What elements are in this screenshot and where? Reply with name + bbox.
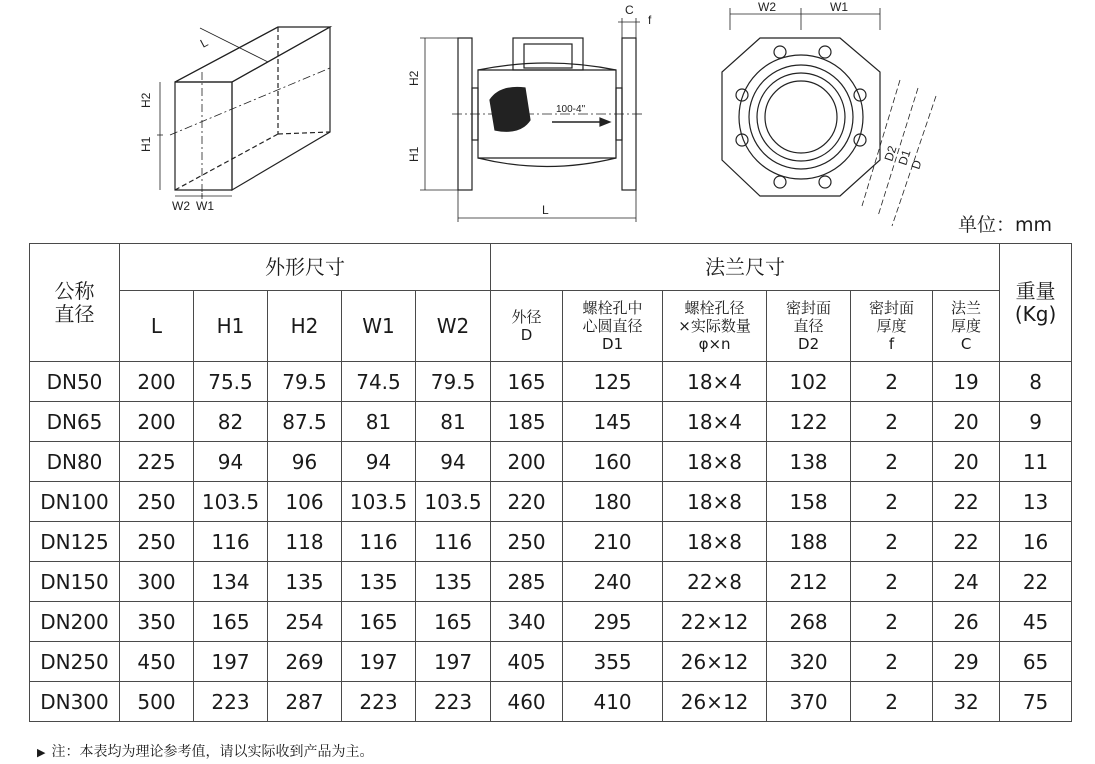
- table-cell: 9: [1000, 402, 1072, 442]
- table-cell: 165: [342, 602, 416, 642]
- table-cell: 19: [933, 362, 1000, 402]
- table-cell: 145: [563, 402, 663, 442]
- box-w1-label: W1: [196, 199, 214, 213]
- table-row: [30, 602, 1072, 642]
- box-w2-label: W2: [172, 199, 190, 213]
- table-cell: 287: [268, 682, 342, 722]
- table-cell: 29: [933, 642, 1000, 682]
- table-row: [30, 562, 1072, 602]
- table-cell: 45: [1000, 602, 1072, 642]
- table-cell: 135: [416, 562, 491, 602]
- table-cell: 250: [120, 522, 194, 562]
- table-cell: 135: [268, 562, 342, 602]
- nominal-diameter-cell: DN80: [30, 442, 120, 482]
- nominal-diameter-cell: DN300: [30, 682, 120, 722]
- table-cell: 81: [416, 402, 491, 442]
- table-cell: 94: [194, 442, 268, 482]
- box-l-label: L: [197, 35, 211, 51]
- table-cell: 180: [563, 482, 663, 522]
- table-cell: 350: [120, 602, 194, 642]
- nominal-diameter-cell: DN150: [30, 562, 120, 602]
- col-h2: H2: [268, 291, 342, 362]
- table-cell: 2: [851, 522, 933, 562]
- table-cell: 18×8: [663, 482, 767, 522]
- spec-table-body: [30, 362, 1072, 722]
- side-h2-label: H2: [407, 70, 421, 86]
- footnote: [37, 741, 373, 761]
- table-cell: 134: [194, 562, 268, 602]
- table-cell: 212: [767, 562, 851, 602]
- table-cell: 79.5: [268, 362, 342, 402]
- table-cell: 223: [416, 682, 491, 722]
- group-flange-dimensions: 法兰尺寸: [491, 244, 1000, 291]
- col-outer-diameter: 外径 D: [491, 291, 563, 362]
- table-cell: 22: [1000, 562, 1072, 602]
- table-cell: 200: [120, 362, 194, 402]
- table-cell: 8: [1000, 362, 1072, 402]
- table-cell: 269: [268, 642, 342, 682]
- table-cell: 240: [563, 562, 663, 602]
- side-f-label: f: [648, 13, 652, 27]
- table-cell: 81: [342, 402, 416, 442]
- table-cell: 65: [1000, 642, 1072, 682]
- nominal-diameter-cell: DN100: [30, 482, 120, 522]
- side-c-label: C: [625, 3, 634, 17]
- table-cell: 79.5: [416, 362, 491, 402]
- table-cell: 18×8: [663, 442, 767, 482]
- table-cell: 225: [120, 442, 194, 482]
- footnote-text: 注：本表均为理论参考值，请以实际收到产品为主。: [51, 744, 374, 760]
- table-cell: 16: [1000, 522, 1072, 562]
- table-cell: 2: [851, 482, 933, 522]
- table-cell: 103.5: [194, 482, 268, 522]
- table-cell: 295: [563, 602, 663, 642]
- unit-label: 单位：mm: [958, 214, 1053, 236]
- nominal-diameter-cell: DN200: [30, 602, 120, 642]
- table-cell: 116: [342, 522, 416, 562]
- spec-table: [29, 243, 1072, 722]
- table-cell: 370: [767, 682, 851, 722]
- box-h1-label: H1: [139, 136, 153, 152]
- group-outline-dimensions: 外形尺寸: [120, 244, 491, 291]
- table-cell: 197: [342, 642, 416, 682]
- table-cell: 116: [416, 522, 491, 562]
- table-cell: 268: [767, 602, 851, 642]
- table-cell: 125: [563, 362, 663, 402]
- table-cell: 18×4: [663, 362, 767, 402]
- table-row: [30, 362, 1072, 402]
- table-cell: 197: [194, 642, 268, 682]
- table-row: [30, 682, 1072, 722]
- front-d-label: D: [908, 158, 925, 171]
- table-cell: 103.5: [342, 482, 416, 522]
- front-w1-label: W1: [830, 0, 848, 14]
- table-cell: 2: [851, 642, 933, 682]
- table-cell: 2: [851, 602, 933, 642]
- front-d2-label: D2: [881, 144, 900, 163]
- table-cell: 102: [767, 362, 851, 402]
- col-weight: 重量 (Kg): [1000, 244, 1072, 362]
- table-row: [30, 482, 1072, 522]
- box-h2-label: H2: [139, 92, 153, 108]
- table-cell: 118: [268, 522, 342, 562]
- table-cell: 32: [933, 682, 1000, 722]
- table-cell: 410: [563, 682, 663, 722]
- table-cell: 185: [491, 402, 563, 442]
- table-cell: 94: [342, 442, 416, 482]
- front-w2-label: W2: [758, 0, 776, 14]
- table-cell: 22×8: [663, 562, 767, 602]
- footnote-marker-icon: ▶: [37, 746, 46, 759]
- table-cell: 116: [194, 522, 268, 562]
- table-cell: 87.5: [268, 402, 342, 442]
- table-cell: 158: [767, 482, 851, 522]
- table-cell: 26: [933, 602, 1000, 642]
- table-cell: 24: [933, 562, 1000, 602]
- table-cell: 160: [563, 442, 663, 482]
- table-cell: 320: [767, 642, 851, 682]
- table-row: [30, 642, 1072, 682]
- col-w1: W1: [342, 291, 416, 362]
- dimension-drawings: [0, 0, 1095, 240]
- table-cell: 165: [194, 602, 268, 642]
- table-row: [30, 402, 1072, 442]
- nominal-diameter-cell: DN65: [30, 402, 120, 442]
- side-h1-label: H1: [407, 146, 421, 162]
- table-cell: 165: [416, 602, 491, 642]
- table-cell: 300: [120, 562, 194, 602]
- table-cell: 2: [851, 402, 933, 442]
- table-cell: 285: [491, 562, 563, 602]
- table-cell: 197: [416, 642, 491, 682]
- table-cell: 460: [491, 682, 563, 722]
- col-seal-face-diameter: 密封面 直径 D2: [767, 291, 851, 362]
- col-bolt-circle-diameter: 螺栓孔中 心圆直径 D1: [563, 291, 663, 362]
- table-cell: 500: [120, 682, 194, 722]
- table-cell: 165: [491, 362, 563, 402]
- table-cell: 22: [933, 522, 1000, 562]
- table-cell: 254: [268, 602, 342, 642]
- table-cell: 210: [563, 522, 663, 562]
- table-cell: 74.5: [342, 362, 416, 402]
- table-cell: 135: [342, 562, 416, 602]
- table-cell: 75: [1000, 682, 1072, 722]
- table-cell: 355: [563, 642, 663, 682]
- col-nominal-diameter: 公称 直径: [30, 244, 120, 362]
- table-cell: 18×4: [663, 402, 767, 442]
- nominal-diameter-cell: DN125: [30, 522, 120, 562]
- table-cell: 26×12: [663, 642, 767, 682]
- table-cell: 22×12: [663, 602, 767, 642]
- col-w2: W2: [416, 291, 491, 362]
- table-cell: 450: [120, 642, 194, 682]
- table-cell: 2: [851, 442, 933, 482]
- table-cell: 223: [342, 682, 416, 722]
- nominal-diameter-cell: DN50: [30, 362, 120, 402]
- table-cell: 220: [491, 482, 563, 522]
- table-cell: 200: [120, 402, 194, 442]
- table-cell: 200: [491, 442, 563, 482]
- table-cell: 94: [416, 442, 491, 482]
- front-d1-label: D1: [895, 148, 914, 167]
- table-cell: 106: [268, 482, 342, 522]
- nominal-diameter-cell: DN250: [30, 642, 120, 682]
- col-l: L: [120, 291, 194, 362]
- table-cell: 250: [491, 522, 563, 562]
- table-row: [30, 522, 1072, 562]
- table-cell: 22: [933, 482, 1000, 522]
- table-row: [30, 442, 1072, 482]
- col-bolt-hole-count: 螺栓孔径 ×实际数量 φ×n: [663, 291, 767, 362]
- box-outline-drawing: [157, 27, 330, 199]
- col-flange-thickness: 法兰 厚度 C: [933, 291, 1000, 362]
- table-cell: 122: [767, 402, 851, 442]
- table-cell: 20: [933, 442, 1000, 482]
- flange-front-view-drawing: [722, 8, 936, 226]
- table-cell: 26×12: [663, 682, 767, 722]
- table-cell: 250: [120, 482, 194, 522]
- table-cell: 2: [851, 362, 933, 402]
- table-cell: 405: [491, 642, 563, 682]
- table-cell: 75.5: [194, 362, 268, 402]
- table-cell: 11: [1000, 442, 1072, 482]
- table-cell: 96: [268, 442, 342, 482]
- table-cell: 188: [767, 522, 851, 562]
- table-cell: 138: [767, 442, 851, 482]
- table-cell: 340: [491, 602, 563, 642]
- table-cell: 103.5: [416, 482, 491, 522]
- table-cell: 2: [851, 562, 933, 602]
- side-pipe-text: 100-4": [556, 104, 586, 115]
- side-l-label: L: [542, 203, 549, 217]
- table-cell: 13: [1000, 482, 1072, 522]
- col-h1: H1: [194, 291, 268, 362]
- meter-side-view-drawing: [420, 18, 642, 222]
- table-cell: 18×8: [663, 522, 767, 562]
- table-cell: 2: [851, 682, 933, 722]
- table-cell: 223: [194, 682, 268, 722]
- table-cell: 82: [194, 402, 268, 442]
- table-cell: 20: [933, 402, 1000, 442]
- col-seal-face-thickness: 密封面 厚度 f: [851, 291, 933, 362]
